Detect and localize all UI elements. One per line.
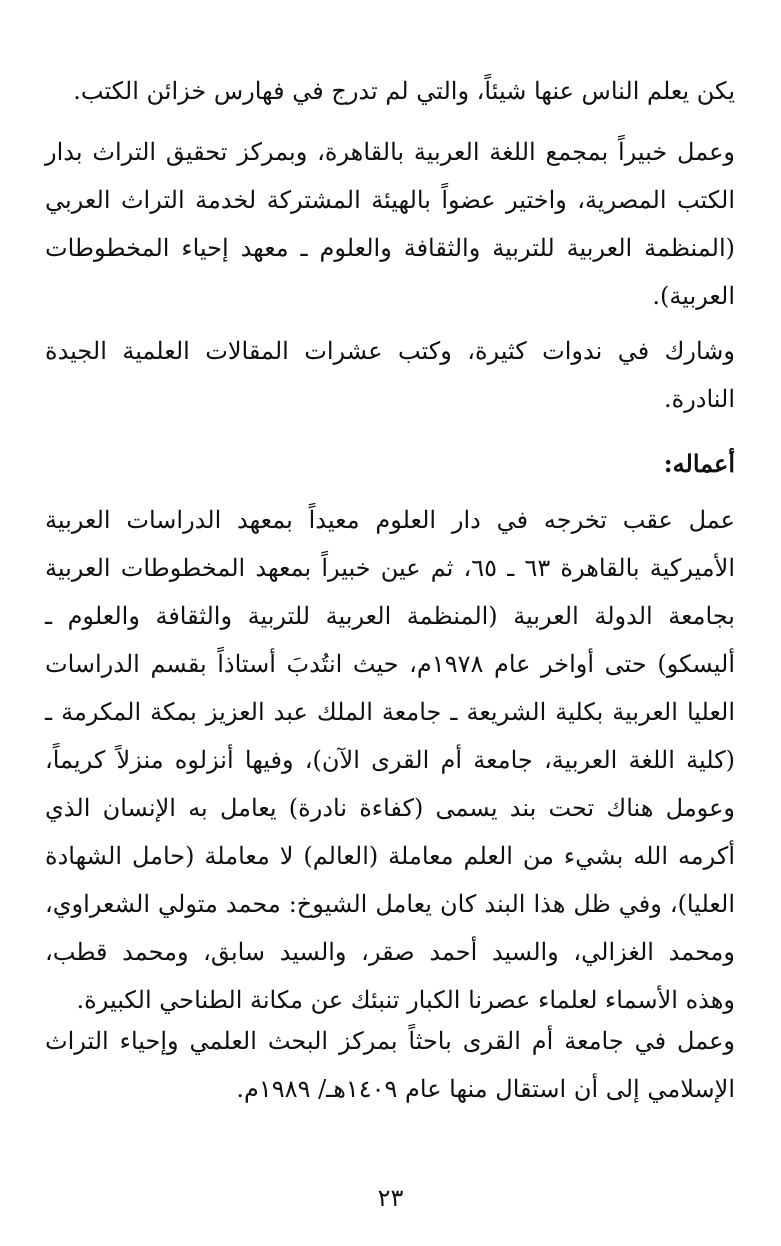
- paragraph-text: وعمل في جامعة أم القرى باحثاً بمركز البحث العلمي وإحياء التراث الإسلامي إلى أن استقال منها عام ١٤٠٩هـ/ ١٩٨٩م.: [45, 1027, 735, 1103]
- page-number: ٢٣: [377, 1184, 404, 1212]
- paragraph-text: وشارك في ندوات كثيرة، وكتب عشرات المقالات العلمية الجيدة النادرة.: [45, 337, 735, 413]
- paragraph-expert-roles: [45, 128, 735, 320]
- paragraph-umm-al-qura: [45, 1017, 735, 1113]
- paragraph-text: وعمل خبيراً بمجمع اللغة العربية بالقاهرة، وبمركز تحقيق التراث بدار الكتب المصرية، واختير عضواً بالهيئة المشتركة لخدمة التراث العربي (المنظمة العربية للتربية والثقافة والعلوم ـ معهد إحياء المخطوطات العربية).: [45, 138, 735, 310]
- paragraph-text: يكن يعلم الناس عنها شيئاً، والتي لم تدرج في فهارس خزائن الكتب.: [73, 77, 735, 105]
- paragraph-continuation: [45, 67, 735, 115]
- section-heading-text: أعماله:: [663, 449, 735, 478]
- section-heading: [45, 440, 735, 488]
- paragraph-conferences: [45, 327, 735, 423]
- paragraph-text: عمل عقب تخرجه في دار العلوم معيداً بمعهد الدراسات العربية الأميركية بالقاهرة ٦٣ ـ ٦٥، ثم عين خبيراً بمعهد المخطوطات العربية بجامعة الدولة العربية (المنظمة العربية للتربية والثقافة والعلوم ـ أليسكو) حتى أواخر عام ١٩٧٨م، حيث انتُدبَ أستاذاً بقسم الدراسات العليا العربية بكلية الشريعة ـ جامعة الملك عبد العزيز بمكة المكرمة ـ (كلية اللغة العربية، جامعة أم القرى الآن)، وفيها أنزلوه منزلاً كريماً، وعومل هناك تحت بند يسمى (كفاءة نادرة) يعامل به الإنسان الذي أكرمه الله بشيء من العلم معاملة (العالم) لا معاملة (حامل الشهادة العليا)، وفي ظل هذا البند كان يعامل الشيوخ: محمد متولي الشعراوي، ومحمد الغزالي، والسيد أحمد صقر، والسيد سابق، ومحمد قطب، وهذه الأسماء لعلماء عصرنا الكبار تنبئك عن مكانة الطناحي الكبيرة.: [45, 506, 736, 1014]
- paragraph-career: [45, 496, 735, 1024]
